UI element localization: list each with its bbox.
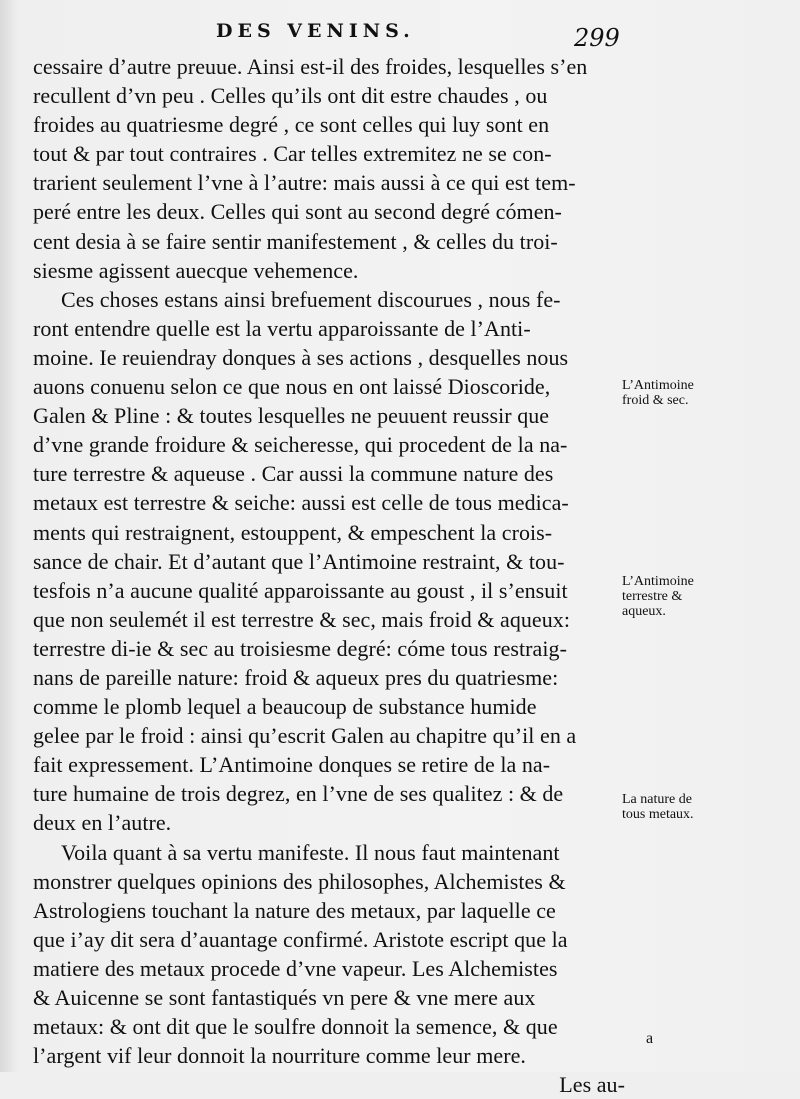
margin-note-line: tous metaux. <box>622 807 694 822</box>
margin-note-line: aqueux. <box>622 604 666 619</box>
text-line: cessaire d’autre preuue. Ainsi est-il des froides, lesquelles s’en <box>33 54 588 79</box>
text-line: cent desia à se faire sentir manifestement , & celles du troi- <box>33 228 558 254</box>
margin-note-line: L’Antimoine <box>622 574 694 589</box>
text-line: gelee par le froid : ainsi qu’escrit Galen au chapitre qu’il en a <box>33 723 577 749</box>
text-line: Galen & Pline : & toutes lesquelles ne peuuent reussir que <box>33 403 550 429</box>
text-line: Ces choses estans ainsi brefuement discourues , nous fe- <box>61 286 561 312</box>
signature-mark: a <box>646 1030 654 1047</box>
text-line: que i’ay dit sera d’auantage confirmé. Aristote escript que la <box>33 926 568 952</box>
text-line: comme le plomb lequel a beaucoup de substance humide <box>33 694 537 720</box>
text-line: deux en l’autre. <box>33 810 172 836</box>
margin-note-line: froid & sec. <box>622 393 689 408</box>
body-text <box>33 52 625 1099</box>
text-line: recullent d’vn peu . Celles qu’ils ont dit estre chaudes , ou <box>33 83 548 109</box>
margin-note-line: terrestre & <box>622 589 683 604</box>
text-line: matiere des metaux procede d’vne vapeur. Les Alchemistes <box>33 955 558 981</box>
text-line: froides au quatriesme degré , ce sont celles qui luy sont en <box>33 112 550 138</box>
text-line: ront entendre quelle est la vertu apparoissante de l’Anti- <box>33 315 531 341</box>
text-line: peré entre les deux. Celles qui sont au second degré cómen- <box>33 199 562 225</box>
text-line: trarient seulement l’vne à l’autre: mais aussi à ce qui est tem- <box>33 170 576 196</box>
text-line: Les au- <box>559 1072 625 1098</box>
text-line: ture humaine de trois degrez, en l’vne de ses qualitez : & de <box>33 781 564 807</box>
text-line: sance de chair. Et d’autant que l’Antimoine restraint, & tou- <box>33 548 565 574</box>
text-line: d’vne grande froidure & seicheresse, qui procedent de la na- <box>33 432 568 458</box>
text-line: auons conuenu selon ce que nous en ont laissé Dioscoride, <box>33 374 551 400</box>
text-line: metaux est terrestre & seiche: aussi est celle de tous medica- <box>33 490 569 516</box>
text-line: ments qui restraignent, estouppent, & empeschent la crois- <box>33 519 553 545</box>
text-line: tesfois n’a aucune qualité apparoissante au goust , il s’ensuit <box>33 577 568 603</box>
text-line: metaux: & ont dit que le soulfre donnoit la semence, & que <box>33 1014 558 1040</box>
text-line: que non seulemét il est terrestre & sec, mais froid & aqueux: <box>33 606 571 632</box>
text-line: Voila quant à sa vertu manifeste. Il nous faut maintenant <box>61 839 560 865</box>
running-title: DES VENINS. <box>216 20 415 42</box>
margin-note-antimoine-froid <box>622 378 742 408</box>
text-line: terrestre di-ie & sec au troisiesme degré: cóme tous restraig- <box>33 635 567 661</box>
bleed-through-shadow <box>632 650 742 740</box>
margin-note-antimoine-terrestre <box>622 574 742 619</box>
text-line: siesme agissent auecque vehemence. <box>33 257 359 283</box>
page-number: 299 <box>574 24 620 52</box>
text-line: fait expressement. L’Antimoine donques se retire de la na- <box>33 752 551 778</box>
text-line: nans de pareille nature: froid & aqueux pres du quatriesme: <box>33 664 559 690</box>
margin-note-line: L’Antimoine <box>622 378 694 393</box>
text-line: moine. Ie reuiendray donques à ses actions , desquelles nous <box>33 344 569 370</box>
text-line: ture terrestre & aqueuse . Car aussi la commune nature des <box>33 461 554 487</box>
text-line: l’argent vif leur donnoit la nourriture comme leur mere. <box>33 1043 526 1069</box>
text-line: monstrer quelques opinions des philosophes, Alchemistes & <box>33 868 566 894</box>
margin-note-line: La nature de <box>622 792 692 807</box>
text-line: & Auicenne se sont fantastiqués vn pere & vne mere aux <box>33 985 536 1010</box>
text-line: tout & par tout contraires . Car telles extremitez ne se con- <box>33 141 552 167</box>
margin-note-nature-metaux <box>622 792 742 822</box>
text-line: Astrologiens touchant la nature des metaux, par laquelle ce <box>33 897 556 923</box>
